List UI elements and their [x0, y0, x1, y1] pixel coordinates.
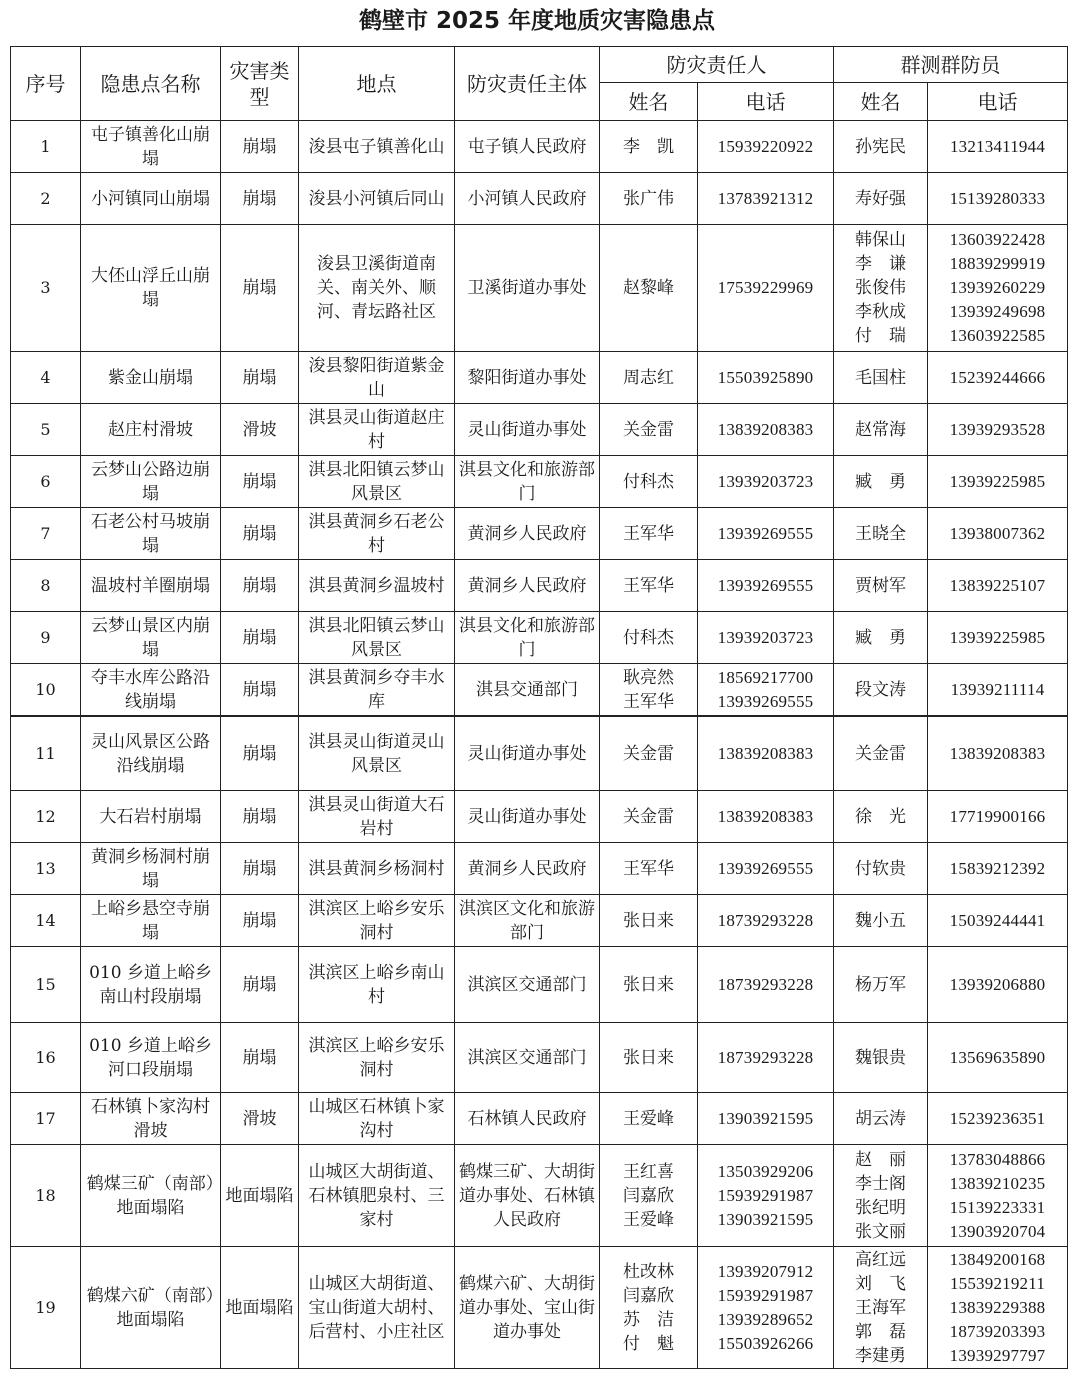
cell-point-name: 石老公村马坡崩塌 — [81, 508, 221, 560]
cell-monitor-name: 寿好强 — [834, 173, 928, 225]
cell-monitor-name: 贾树军 — [834, 560, 928, 612]
cell-seq: 14 — [11, 895, 81, 947]
cell-person-name: 张日来 — [600, 1023, 698, 1093]
cell-person-phone: 13939207912 15939291987 13939289652 15503926266 — [698, 1247, 834, 1369]
cell-person-phone: 17539229969 — [698, 225, 834, 352]
table-row — [11, 508, 1068, 560]
header-monitor-phone: 电话 — [928, 83, 1068, 121]
cell-disaster-type: 崩塌 — [221, 1023, 299, 1093]
cell-location: 淇县北阳镇云梦山风景区 — [299, 612, 455, 664]
cell-location: 浚县屯子镇善化山 — [299, 121, 455, 173]
table-row — [11, 895, 1068, 947]
cell-monitor-name: 段文涛 — [834, 664, 928, 716]
cell-location: 淇县黄洞乡温坡村 — [299, 560, 455, 612]
cell-point-name: 云梦山公路边崩塌 — [81, 456, 221, 508]
cell-person-phone: 13839208383 — [698, 404, 834, 456]
cell-disaster-type: 崩塌 — [221, 895, 299, 947]
cell-point-name: 温坡村羊圈崩塌 — [81, 560, 221, 612]
cell-monitor-phone: 15239236351 — [928, 1093, 1068, 1145]
cell-responsible-body: 黄洞乡人民政府 — [455, 843, 600, 895]
table-row — [11, 1093, 1068, 1145]
cell-location: 浚县卫溪街道南关、南关外、顺河、青坛路社区 — [299, 225, 455, 352]
cell-responsible-body: 黎阳街道办事处 — [455, 352, 600, 404]
header-point-name: 隐患点名称 — [81, 47, 221, 121]
table-row — [11, 225, 1068, 352]
cell-seq: 15 — [11, 947, 81, 1023]
cell-person-name: 关金雷 — [600, 791, 698, 843]
cell-seq: 9 — [11, 612, 81, 664]
cell-monitor-phone: 17719900166 — [928, 791, 1068, 843]
header-seq: 序号 — [11, 47, 81, 121]
cell-seq: 6 — [11, 456, 81, 508]
cell-person-phone: 18739293228 — [698, 1023, 834, 1093]
cell-disaster-type: 崩塌 — [221, 843, 299, 895]
cell-point-name: 云梦山景区内崩塌 — [81, 612, 221, 664]
cell-disaster-type: 地面塌陷 — [221, 1247, 299, 1369]
cell-responsible-body: 小河镇人民政府 — [455, 173, 600, 225]
cell-monitor-name: 毛国柱 — [834, 352, 928, 404]
cell-person-phone: 13839208383 — [698, 717, 834, 791]
table-row — [11, 456, 1068, 508]
cell-monitor-name: 杨万军 — [834, 947, 928, 1023]
header-person-name: 姓名 — [600, 83, 698, 121]
cell-seq: 10 — [11, 664, 81, 716]
cell-seq: 19 — [11, 1247, 81, 1369]
cell-disaster-type: 崩塌 — [221, 664, 299, 716]
cell-monitor-phone: 13839208383 — [928, 717, 1068, 791]
cell-person-name: 张广伟 — [600, 173, 698, 225]
cell-person-phone: 13939269555 — [698, 843, 834, 895]
cell-person-phone: 18569217700 13939269555 — [698, 664, 834, 716]
cell-point-name: 大伾山浮丘山崩塌 — [81, 225, 221, 352]
cell-disaster-type: 崩塌 — [221, 612, 299, 664]
cell-person-name: 赵黎峰 — [600, 225, 698, 352]
cell-disaster-type: 滑坡 — [221, 1093, 299, 1145]
cell-person-name: 关金雷 — [600, 717, 698, 791]
table-row — [11, 560, 1068, 612]
cell-monitor-phone: 13213411944 — [928, 121, 1068, 173]
cell-point-name: 大石岩村崩塌 — [81, 791, 221, 843]
table-row — [11, 173, 1068, 225]
cell-monitor-name: 胡云涛 — [834, 1093, 928, 1145]
cell-person-name: 王军华 — [600, 843, 698, 895]
cell-responsible-body: 淇县文化和旅游部门 — [455, 456, 600, 508]
cell-disaster-type: 地面塌陷 — [221, 1145, 299, 1247]
cell-monitor-name: 徐 光 — [834, 791, 928, 843]
cell-seq: 8 — [11, 560, 81, 612]
cell-point-name: 鹤煤六矿（南部）地面塌陷 — [81, 1247, 221, 1369]
cell-person-name: 周志红 — [600, 352, 698, 404]
hazard-table-part-1 — [10, 46, 1068, 716]
cell-monitor-name: 付软贵 — [834, 843, 928, 895]
cell-monitor-phone: 13849200168 15539219211 13839229388 18739203393 13939297797 — [928, 1247, 1068, 1369]
cell-monitor-name: 关金雷 — [834, 717, 928, 791]
cell-disaster-type: 崩塌 — [221, 791, 299, 843]
cell-seq: 13 — [11, 843, 81, 895]
cell-person-name: 李 凯 — [600, 121, 698, 173]
table-row — [11, 717, 1068, 791]
cell-monitor-name: 臧 勇 — [834, 612, 928, 664]
cell-disaster-type: 崩塌 — [221, 225, 299, 352]
cell-point-name: 赵庄村滑坡 — [81, 404, 221, 456]
cell-location: 山城区大胡街道、石林镇肥泉村、三家村 — [299, 1145, 455, 1247]
cell-location: 淇县灵山街道灵山风景区 — [299, 717, 455, 791]
cell-disaster-type: 崩塌 — [221, 173, 299, 225]
table-row — [11, 947, 1068, 1023]
cell-point-name: 灵山风景区公路沿线崩塌 — [81, 717, 221, 791]
cell-monitor-phone: 13839225107 — [928, 560, 1068, 612]
cell-person-phone: 13939269555 — [698, 560, 834, 612]
cell-monitor-name: 韩保山 李 谦 张俊伟 李秋成 付 瑞 — [834, 225, 928, 352]
cell-monitor-phone: 13939206880 — [928, 947, 1068, 1023]
cell-point-name: 010 乡道上峪乡河口段崩塌 — [81, 1023, 221, 1093]
cell-responsible-body: 灵山街道办事处 — [455, 404, 600, 456]
cell-responsible-body: 鹤煤三矿、大胡街道办事处、石林镇人民政府 — [455, 1145, 600, 1247]
cell-point-name: 小河镇同山崩塌 — [81, 173, 221, 225]
cell-disaster-type: 崩塌 — [221, 456, 299, 508]
cell-person-name: 王军华 — [600, 560, 698, 612]
cell-seq: 3 — [11, 225, 81, 352]
cell-point-name: 夺丰水库公路沿线崩塌 — [81, 664, 221, 716]
cell-person-name: 关金雷 — [600, 404, 698, 456]
cell-monitor-phone: 13603922428 18839299919 13939260229 13939249698 13603922585 — [928, 225, 1068, 352]
cell-location: 淇县黄洞乡石老公村 — [299, 508, 455, 560]
cell-monitor-phone: 13939225985 — [928, 612, 1068, 664]
cell-seq: 2 — [11, 173, 81, 225]
cell-monitor-name: 魏银贵 — [834, 1023, 928, 1093]
cell-monitor-name: 孙宪民 — [834, 121, 928, 173]
cell-disaster-type: 滑坡 — [221, 404, 299, 456]
cell-location: 山城区石林镇卜家沟村 — [299, 1093, 455, 1145]
cell-seq: 18 — [11, 1145, 81, 1247]
cell-person-phone: 13839208383 — [698, 791, 834, 843]
cell-person-phone: 15503925890 — [698, 352, 834, 404]
cell-seq: 4 — [11, 352, 81, 404]
table-row — [11, 352, 1068, 404]
hazard-table-part-2 — [10, 716, 1068, 1369]
cell-seq: 1 — [11, 121, 81, 173]
cell-person-name: 耿亮然 王军华 — [600, 664, 698, 716]
cell-responsible-body: 灵山街道办事处 — [455, 791, 600, 843]
cell-responsible-body: 卫溪街道办事处 — [455, 225, 600, 352]
cell-responsible-body: 淇县文化和旅游部门 — [455, 612, 600, 664]
cell-point-name: 石林镇卜家沟村滑坡 — [81, 1093, 221, 1145]
cell-monitor-name: 臧 勇 — [834, 456, 928, 508]
cell-disaster-type: 崩塌 — [221, 717, 299, 791]
cell-responsible-body: 石林镇人民政府 — [455, 1093, 600, 1145]
cell-monitor-phone: 13569635890 — [928, 1023, 1068, 1093]
cell-person-name: 王爱峰 — [600, 1093, 698, 1145]
cell-monitor-phone: 13783048866 13839210235 15139223331 13903920704 — [928, 1145, 1068, 1247]
cell-seq: 12 — [11, 791, 81, 843]
cell-person-phone: 13903921595 — [698, 1093, 834, 1145]
cell-seq: 17 — [11, 1093, 81, 1145]
cell-person-name: 王军华 — [600, 508, 698, 560]
cell-person-phone: 18739293228 — [698, 947, 834, 1023]
cell-disaster-type: 崩塌 — [221, 508, 299, 560]
cell-person-phone: 13503929206 15939291987 13903921595 — [698, 1145, 834, 1247]
cell-person-name: 王红喜 闫嘉欣 王爱峰 — [600, 1145, 698, 1247]
cell-monitor-phone: 13939293528 — [928, 404, 1068, 456]
cell-responsible-body: 淇滨区文化和旅游部门 — [455, 895, 600, 947]
cell-location: 淇县黄洞乡杨洞村 — [299, 843, 455, 895]
cell-person-name: 张日来 — [600, 947, 698, 1023]
cell-monitor-name: 王晓全 — [834, 508, 928, 560]
cell-location: 浚县黎阳街道紫金山 — [299, 352, 455, 404]
cell-monitor-phone: 13939225985 — [928, 456, 1068, 508]
cell-responsible-body: 淇滨区交通部门 — [455, 1023, 600, 1093]
cell-person-phone: 18739293228 — [698, 895, 834, 947]
table-row — [11, 843, 1068, 895]
table-row — [11, 121, 1068, 173]
cell-seq: 5 — [11, 404, 81, 456]
cell-monitor-name: 高红远 刘 飞 王海军 郭 磊 李建勇 — [834, 1247, 928, 1369]
cell-location: 淇县北阳镇云梦山风景区 — [299, 456, 455, 508]
cell-disaster-type: 崩塌 — [221, 947, 299, 1023]
cell-seq: 16 — [11, 1023, 81, 1093]
cell-person-name: 付科杰 — [600, 456, 698, 508]
cell-location: 山城区大胡街道、宝山街道大胡村、后营村、小庄社区 — [299, 1247, 455, 1369]
cell-location: 淇滨区上峪乡南山村 — [299, 947, 455, 1023]
table-row — [11, 1247, 1068, 1369]
cell-monitor-phone: 15839212392 — [928, 843, 1068, 895]
cell-responsible-body: 黄洞乡人民政府 — [455, 560, 600, 612]
cell-point-name: 紫金山崩塌 — [81, 352, 221, 404]
cell-location: 淇县灵山街道大石岩村 — [299, 791, 455, 843]
cell-monitor-phone: 13939211114 — [928, 664, 1068, 716]
cell-monitor-name: 赵 丽 李士阁 张纪明 张文丽 — [834, 1145, 928, 1247]
cell-person-phone: 15939220922 — [698, 121, 834, 173]
cell-disaster-type: 崩塌 — [221, 121, 299, 173]
header-person-phone: 电话 — [698, 83, 834, 121]
cell-location: 淇县黄洞乡夺丰水库 — [299, 664, 455, 716]
cell-point-name: 屯子镇善化山崩塌 — [81, 121, 221, 173]
header-monitor-name: 姓名 — [834, 83, 928, 121]
cell-person-name: 付科杰 — [600, 612, 698, 664]
cell-person-name: 杜改林 闫嘉欣 苏 洁 付 魁 — [600, 1247, 698, 1369]
cell-monitor-phone: 15139280333 — [928, 173, 1068, 225]
table-row — [11, 612, 1068, 664]
cell-disaster-type: 崩塌 — [221, 560, 299, 612]
table-row — [11, 664, 1068, 716]
cell-monitor-phone: 15239244666 — [928, 352, 1068, 404]
cell-disaster-type: 崩塌 — [221, 352, 299, 404]
cell-location: 淇滨区上峪乡安乐洞村 — [299, 895, 455, 947]
table-row — [11, 1145, 1068, 1247]
header-responsible-body: 防灾责任主体 — [455, 47, 600, 121]
cell-person-phone: 13939203723 — [698, 612, 834, 664]
cell-responsible-body: 屯子镇人民政府 — [455, 121, 600, 173]
cell-monitor-name: 魏小五 — [834, 895, 928, 947]
cell-responsible-body: 淇县交通部门 — [455, 664, 600, 716]
cell-monitor-phone: 13938007362 — [928, 508, 1068, 560]
cell-person-phone: 13783921312 — [698, 173, 834, 225]
cell-location: 淇滨区上峪乡安乐洞村 — [299, 1023, 455, 1093]
cell-responsible-body: 淇滨区交通部门 — [455, 947, 600, 1023]
cell-responsible-body: 灵山街道办事处 — [455, 717, 600, 791]
table-row — [11, 1023, 1068, 1093]
cell-seq: 11 — [11, 717, 81, 791]
cell-person-phone: 13939269555 — [698, 508, 834, 560]
cell-monitor-name: 赵常海 — [834, 404, 928, 456]
header-location: 地点 — [299, 47, 455, 121]
cell-location: 淇县灵山街道赵庄村 — [299, 404, 455, 456]
cell-seq: 7 — [11, 508, 81, 560]
cell-responsible-body: 黄洞乡人民政府 — [455, 508, 600, 560]
cell-location: 浚县小河镇后同山 — [299, 173, 455, 225]
header-monitor: 群测群防员 — [834, 47, 1068, 83]
table-row — [11, 404, 1068, 456]
cell-point-name: 上峪乡悬空寺崩塌 — [81, 895, 221, 947]
header-responsible-person: 防灾责任人 — [600, 47, 834, 83]
document-title: 鹤壁市 2025 年度地质灾害隐患点 — [358, 8, 716, 34]
cell-point-name: 鹤煤三矿（南部）地面塌陷 — [81, 1145, 221, 1247]
cell-point-name: 010 乡道上峪乡南山村段崩塌 — [81, 947, 221, 1023]
cell-person-phone: 13939203723 — [698, 456, 834, 508]
cell-monitor-phone: 15039244441 — [928, 895, 1068, 947]
header-disaster-type: 灾害类型 — [221, 47, 299, 121]
cell-person-name: 张日来 — [600, 895, 698, 947]
table-row — [11, 791, 1068, 843]
cell-responsible-body: 鹤煤六矿、大胡街道办事处、宝山街道办事处 — [455, 1247, 600, 1369]
cell-point-name: 黄洞乡杨洞村崩塌 — [81, 843, 221, 895]
